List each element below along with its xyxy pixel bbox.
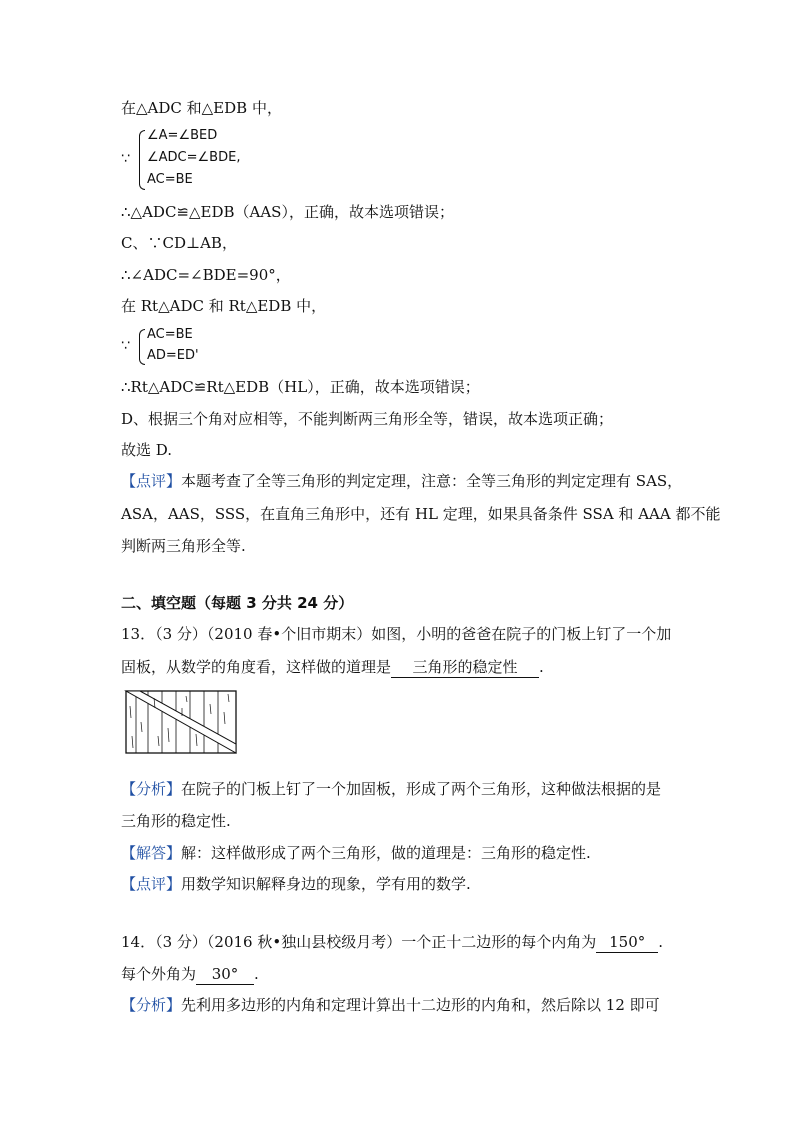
text-line: ∴Rt△ADC≌Rt△EDB（HL），正确，故本选项错误； <box>121 378 480 396</box>
stem-text: . <box>539 658 544 676</box>
equation: AD=ED' <box>147 348 199 363</box>
text-line: C、∵CD⊥AB， <box>121 234 237 252</box>
left-brace <box>139 329 145 365</box>
text-line: 在 Rt△ADC 和 Rt△EDB 中， <box>121 297 327 315</box>
text-line: ASA，AAS，SSS，在直角三角形中，还有 HL 定理，如果具备条件 SSA 和 AAA 都不能 <box>121 505 721 523</box>
equation: ∠A=∠BED <box>147 128 218 143</box>
text-line: 判断两三角形全等. <box>121 537 246 555</box>
analysis-paragraph <box>121 995 660 1015</box>
answer-blank: 30° <box>196 964 254 985</box>
because-symbol: ∵ <box>121 338 130 354</box>
analysis-tag: 【分析】 <box>121 780 182 798</box>
stem-text: 14．（3 分）（2016 秋•独山县校级月考）一个正十二边形的每个内角为 <box>121 933 597 951</box>
analysis-tag: 【分析】 <box>121 996 182 1014</box>
text-line: ∴△ADC≌△EDB（AAS），正确，故本选项错误； <box>121 203 454 221</box>
stem-text: 每个外角为 <box>121 965 197 983</box>
equation: ∠ADC=∠BDE, <box>147 150 241 165</box>
answer-blank: 三角形的稳定性 <box>391 657 539 678</box>
review-paragraph <box>121 471 682 491</box>
text-line: 三角形的稳定性. <box>121 812 231 830</box>
section-title: 二、填空题（每题 3 分共 24 分） <box>121 594 354 612</box>
question-stem <box>121 964 259 985</box>
stem-text: . <box>658 933 663 951</box>
analysis-text: 在院子的门板上钉了一个加固板，形成了两个三角形，这种做法根据的是 <box>181 780 662 798</box>
stem-text: . <box>254 965 259 983</box>
text-line: 故选 D. <box>121 441 173 459</box>
review-paragraph <box>121 874 471 894</box>
equation: AC=BE <box>147 327 193 342</box>
stem-text: 固板，从数学的角度看，这样做的道理是 <box>121 658 392 676</box>
equation: AC=BE <box>147 172 193 187</box>
left-brace <box>139 130 145 190</box>
because-symbol: ∵ <box>121 151 130 167</box>
door-board-figure <box>124 688 238 756</box>
question-stem <box>121 657 544 678</box>
review-tag: 【点评】 <box>121 875 182 893</box>
review-tag: 【点评】 <box>121 472 182 490</box>
review-text: 用数学知识解释身边的现象，学有用的数学. <box>181 875 471 893</box>
answer-blank: 150° <box>596 932 658 953</box>
text-line: 在△ADC 和△EDB 中， <box>121 99 282 117</box>
question-stem <box>121 932 663 953</box>
solution-tag: 【解答】 <box>121 844 182 862</box>
question-stem: 13．（3 分）（2010 春•个旧市期末）如图，小明的爸爸在院子的门板上钉了一个加 <box>121 625 672 643</box>
review-text: 本题考查了全等三角形的判定定理，注意：全等三角形的判定定理有 SAS， <box>181 472 683 490</box>
solution-text: 解：这样做形成了两个三角形，做的道理是：三角形的稳定性. <box>181 844 591 862</box>
text-line: D、根据三个角对应相等，不能判断两三角形全等，错误，故本选项正确； <box>121 410 614 428</box>
solution-paragraph <box>121 843 591 863</box>
text-line: ∴∠ADC=∠BDE=90°， <box>121 266 291 284</box>
analysis-paragraph <box>121 779 661 799</box>
analysis-text: 先利用多边形的内角和定理计算出十二边形的内角和，然后除以 12 即可 <box>181 996 660 1014</box>
